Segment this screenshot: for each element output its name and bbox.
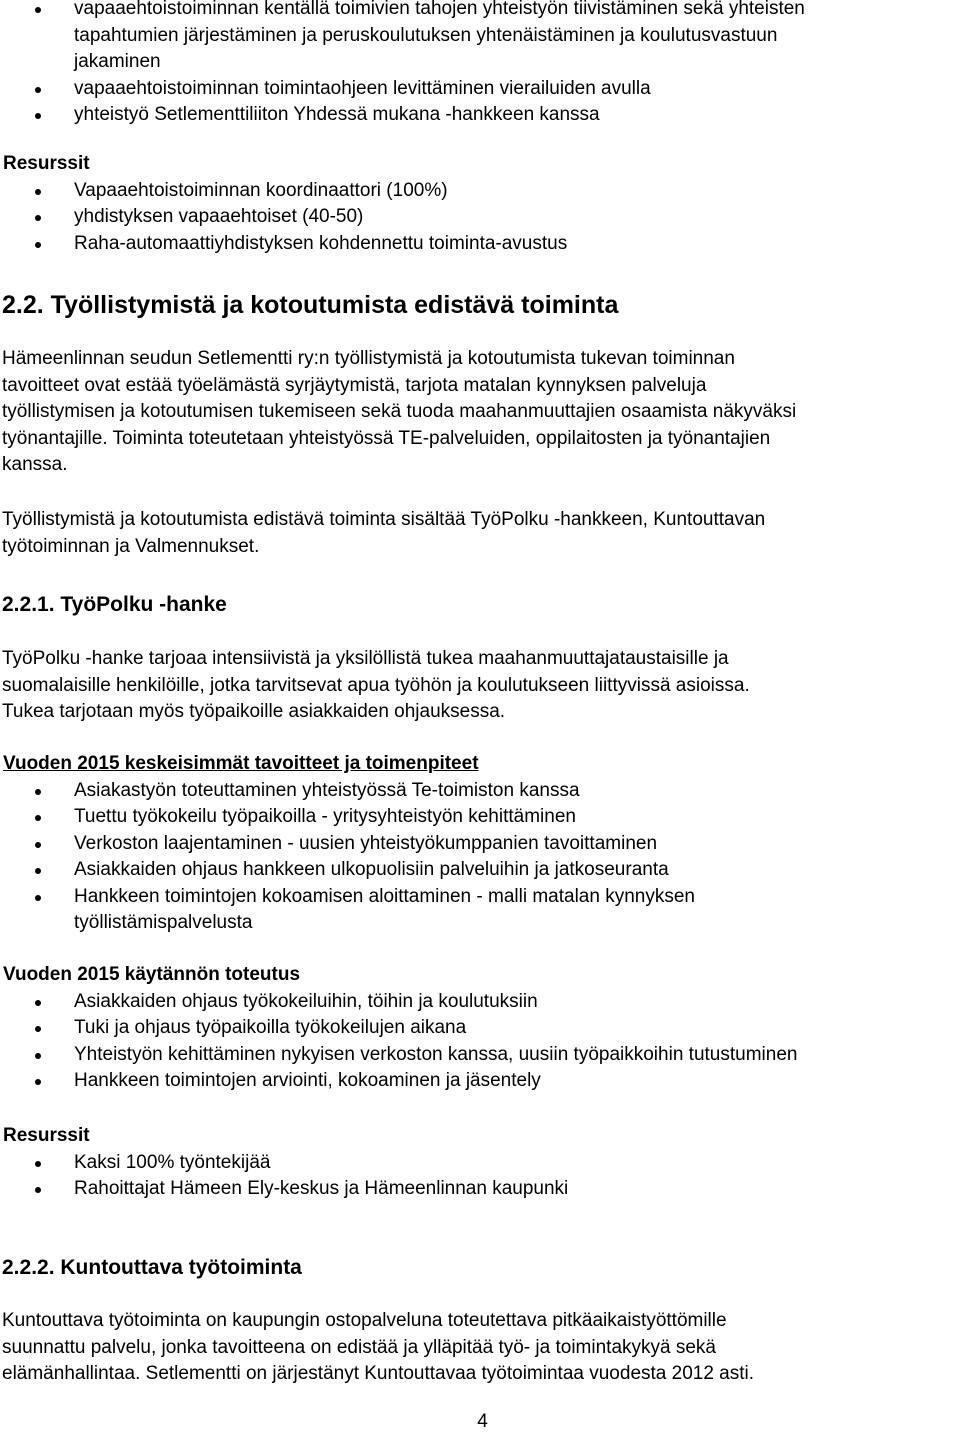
list-item-text: jakaminen xyxy=(74,51,161,72)
list-item-text: Yhteistyön kehittäminen nykyisen verkoston kanssa, uusiin työpaikkoihin tutustuminen xyxy=(74,1043,798,1065)
paragraph-line: elämänhallintaa. Setlementti on järjestänyt Kuntouttavaa työtoimintaa vuodesta 2012 asti. xyxy=(2,1363,755,1384)
bullet-icon xyxy=(35,189,41,195)
bullet-icon xyxy=(35,7,41,13)
paragraph-line: työnantajille. Toiminta toteutetaan yhteistyössä TE-palveluiden, oppilaitosten ja työnantajien xyxy=(2,427,771,449)
paragraph-line: Työllistymistä ja kotoutumista edistävä toiminta sisältää TyöPolku -hankkeen, Kuntouttavan xyxy=(2,509,766,530)
list-item xyxy=(0,178,960,205)
goals-section xyxy=(0,751,960,937)
implementation-section xyxy=(0,962,960,1095)
paragraph-line: tavoitteet ovat estää työelämästä syrjäytymistä, tarjota matalan kynnyksen palveluja xyxy=(2,374,707,396)
list-item xyxy=(0,884,960,937)
list-item xyxy=(0,1150,960,1177)
section-2-2-paragraph-1 xyxy=(0,346,960,479)
resources-heading: Resurssit xyxy=(3,153,90,174)
list-item-text: Tuki ja ohjaus työpaikoilla työkokeilujen aikana xyxy=(74,1017,467,1038)
subsection-heading: 2.2.2. Kuntouttava työtoiminta xyxy=(2,1256,302,1279)
resources-heading: Resurssit xyxy=(3,1125,90,1146)
list-item-text: Kaksi 100% työntekijää xyxy=(74,1151,271,1173)
bullet-icon xyxy=(35,1079,41,1085)
paragraph-line: suomalaisille henkilöille, jotka tarvitsevat apua työhön ja koulutukseen liittyvissä asioissa. xyxy=(2,674,750,696)
paragraph-line: Kuntouttava työtoiminta on kaupungin ostopalveluna toteutettava pitkäaikaistyöttömille xyxy=(2,1310,727,1331)
list-item-text: Asiakkaiden ohjaus hankkeen ulkopuolisiin palveluihin ja jatkoseuranta xyxy=(74,859,669,880)
list-item xyxy=(0,778,960,805)
list-item-text: Rahoittajat Hämeen Ely-keskus ja Hämeenlinnan kaupunki xyxy=(74,1178,569,1199)
list-item-text: Asiakastyön toteuttaminen yhteistyössä Te-toimiston kanssa xyxy=(74,779,580,801)
list-item xyxy=(0,76,960,103)
subsection-heading: 2.2.1. TyöPolku -hanke xyxy=(2,593,227,616)
section-2-2-2-paragraph xyxy=(0,1308,960,1388)
list-item xyxy=(0,1068,960,1095)
bullet-icon xyxy=(35,1187,41,1193)
page-number: 4 xyxy=(477,1411,488,1432)
list-item-text: Tuettu työkokeilu työpaikoilla - yritysyhteistyön kehittäminen xyxy=(74,806,576,827)
bullet-icon xyxy=(35,87,41,93)
list-item-text: Hankkeen toimintojen arviointi, kokoaminen ja jäsentely xyxy=(74,1070,541,1091)
bullet-icon xyxy=(35,1053,41,1059)
bullet-icon xyxy=(35,113,41,119)
list-item-text: Verkoston laajentaminen - uusien yhteistyökumppanien tavoittaminen xyxy=(74,832,658,854)
list-item xyxy=(0,0,960,76)
bullet-icon xyxy=(35,895,41,901)
paragraph-line: työtoiminnan ja Valmennukset. xyxy=(2,535,260,557)
implementation-heading: Vuoden 2015 käytännön toteutus xyxy=(3,964,301,985)
bullet-icon xyxy=(35,215,41,221)
section-2-2-2-heading xyxy=(0,1253,960,1283)
list-item-text: Asiakkaiden ohjaus työkokeiluihin, töihin ja koulutuksiin xyxy=(74,990,538,1012)
list-item xyxy=(0,857,960,884)
list-item xyxy=(0,989,960,1016)
list-item xyxy=(0,1176,960,1203)
list-item xyxy=(0,1015,960,1042)
list-item-text: Hankkeen toimintojen kokoamisen aloittaminen - malli matalan kynnyksen xyxy=(74,885,695,907)
section-2-2-paragraph-2 xyxy=(0,507,960,560)
list-item xyxy=(0,231,960,258)
section-2-2-1-paragraph xyxy=(0,646,960,726)
paragraph-line: Hämeenlinnan seudun Setlementti ry:n työllistymistä ja kotoutumista tukevan toiminnan xyxy=(2,348,735,369)
paragraph-line: Tukea tarjotaan myös työpaikoille asiakkaiden ohjauksessa. xyxy=(2,701,506,722)
section-2-2-heading xyxy=(0,290,960,320)
bullet-icon xyxy=(35,242,41,248)
section-heading: 2.2. Työllistymistä ja kotoutumista edistävä toiminta xyxy=(2,291,619,319)
bullet-icon xyxy=(35,1161,41,1167)
list-item xyxy=(0,204,960,231)
list-item-text: Raha-automaattiyhdistyksen kohdennettu toiminta-avustus xyxy=(74,232,568,254)
list-item xyxy=(0,1042,960,1069)
list-item-text: yhteistyö Setlementtiliiton Yhdessä mukana -hankkeen kanssa xyxy=(74,104,600,125)
list-item-text: työllistämispalvelusta xyxy=(74,912,253,933)
list-item-text: tapahtumien järjestäminen ja peruskoulutuksen yhtenäistäminen ja koulutusvastuun xyxy=(74,24,778,46)
resources-section-2 xyxy=(0,1123,960,1203)
paragraph-line: suunnattu palvelu, jonka tavoitteena on edistää ja ylläpitää työ- ja toimintakykyä sekä xyxy=(2,1336,716,1358)
bullet-list-top xyxy=(0,0,960,129)
bullet-icon xyxy=(35,815,41,821)
paragraph-line: kanssa. xyxy=(2,454,68,475)
paragraph-line: työllistymisen ja kotoutumisen tukemiseen sekä tuoda maahanmuuttajien osaamista näkyväksi xyxy=(2,401,797,422)
list-item-text: vapaaehtoistoiminnan toimintaohjeen levittäminen vierailuiden avulla xyxy=(74,77,651,99)
list-item-text: yhdistyksen vapaaehtoiset (40-50) xyxy=(74,206,364,227)
bullet-icon xyxy=(35,1026,41,1032)
list-item-text: vapaaehtoistoiminnan kentällä toimivien tahojen yhteistyön tiivistäminen sekä yhteisten xyxy=(74,0,805,19)
section-2-2-1-heading xyxy=(0,590,960,620)
bullet-icon xyxy=(35,842,41,848)
bullet-icon xyxy=(35,1000,41,1006)
bullet-icon xyxy=(35,868,41,874)
list-item xyxy=(0,831,960,858)
goals-heading: Vuoden 2015 keskeisimmät tavoitteet ja toimenpiteet xyxy=(3,753,479,774)
paragraph-line: TyöPolku -hanke tarjoaa intensiivistä ja yksilöllistä tukea maahanmuuttajataustaisille ja xyxy=(2,648,729,669)
bullet-icon xyxy=(35,789,41,795)
list-item xyxy=(0,102,960,129)
list-item-text: Vapaaehtoistoiminnan koordinaattori (100%) xyxy=(74,179,448,201)
resources-section-1 xyxy=(0,151,960,257)
list-item xyxy=(0,804,960,831)
